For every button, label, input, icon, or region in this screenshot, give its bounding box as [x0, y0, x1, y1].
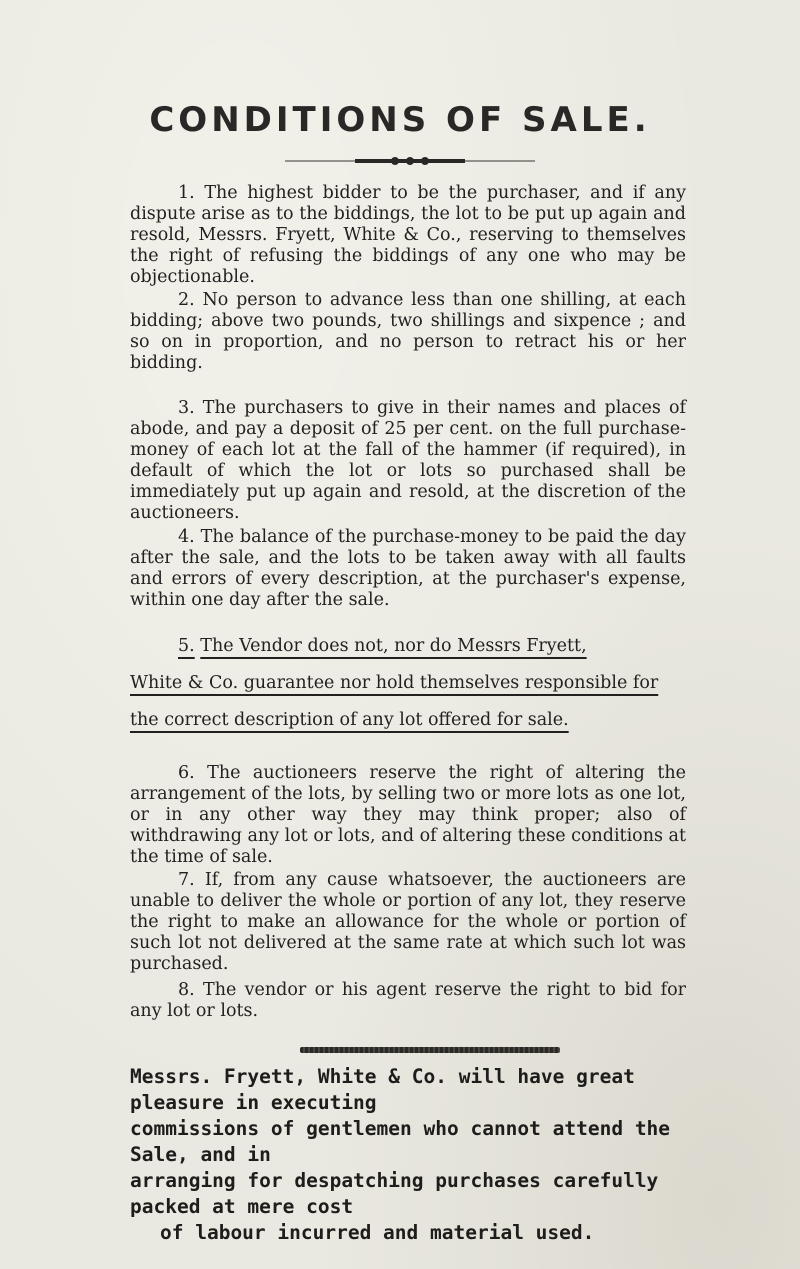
- notice-line-2: commissions of gentlemen who cannot attend the Sale, and in: [130, 1117, 671, 1166]
- section-divider: [300, 1047, 560, 1053]
- condition-number: 5.: [178, 636, 195, 656]
- condition-text: If, from any cause whatsoever, the auctioneers are unable to deliver the whole or portion of any lot, they reserve the right to make an allowance for the whole or portion of such lot not delivered at the same rate at which such lot was purchased.: [130, 870, 686, 974]
- condition-line-2: White & Co. guarantee nor hold themselves responsible for: [130, 673, 659, 693]
- condition-3: [130, 398, 686, 524]
- condition-6: [130, 763, 686, 868]
- condition-text: The balance of the purchase-money to be paid the day after the sale, and the lots to be taken away with all faults and errors of every description, at the purchaser's expense, within one day after the sale.: [130, 527, 686, 610]
- condition-1: [130, 183, 686, 288]
- document-title: CONDITIONS OF SALE.: [149, 100, 651, 140]
- notice-line-1: Messrs. Fryett, White & Co. will have great pleasure in executing: [130, 1065, 635, 1114]
- condition-7: [130, 870, 686, 975]
- condition-number: 8.: [178, 980, 195, 1000]
- notice-line-3: arranging for despatching purchases carefully packed at mere cost: [130, 1169, 659, 1218]
- condition-line-1: The Vendor does not, nor do Messrs Fryett,: [200, 636, 587, 656]
- condition-text: The vendor or his agent reserve the right to bid for any lot or lots.: [130, 980, 686, 1021]
- condition-text: The highest bidder to be the purchaser, and if any dispute arise as to the biddings, the lot to be put up again and resold, Messrs. Fryett, White & Co., reserving to themselves the right of refusing the biddings of any one who may be objectionable.: [130, 183, 686, 287]
- condition-number: 7.: [178, 870, 195, 890]
- condition-number: 1.: [178, 183, 195, 203]
- condition-line-3: the correct description of any lot offered for sale.: [130, 710, 569, 730]
- condition-number: 6.: [178, 763, 195, 783]
- commission-notice: [130, 1064, 705, 1246]
- notice-last-line: of labour incurred and material used.: [160, 1221, 595, 1244]
- condition-number: 2.: [178, 290, 195, 310]
- condition-5: [130, 628, 686, 739]
- condition-4: [130, 527, 686, 611]
- title-ornament-divider: [285, 156, 535, 166]
- condition-text: The purchasers to give in their names and places of abode, and pay a deposit of 25 per cent. on the full purchase-money of each lot at the fall of the hammer (if required), in default of which the lot or lots so purchased shall be immediately put up again and resold, at the discretion of the auctioneers.: [130, 398, 686, 523]
- condition-text: The auctioneers reserve the right of altering the arrangement of the lots, by selling two or more lots as one lot, or in any other way they may think proper; also of withdrawing any lot or lots, and of altering these conditions at the time of sale.: [130, 763, 686, 867]
- condition-2: [130, 290, 686, 374]
- condition-number: 3.: [178, 398, 195, 418]
- condition-8: [130, 980, 686, 1022]
- condition-number: 4.: [178, 527, 195, 547]
- condition-text: No person to advance less than one shilling, at each bidding; above two pounds, two shillings and sixpence ; and so on in proportion, and no person to retract his or her bidding.: [130, 290, 686, 373]
